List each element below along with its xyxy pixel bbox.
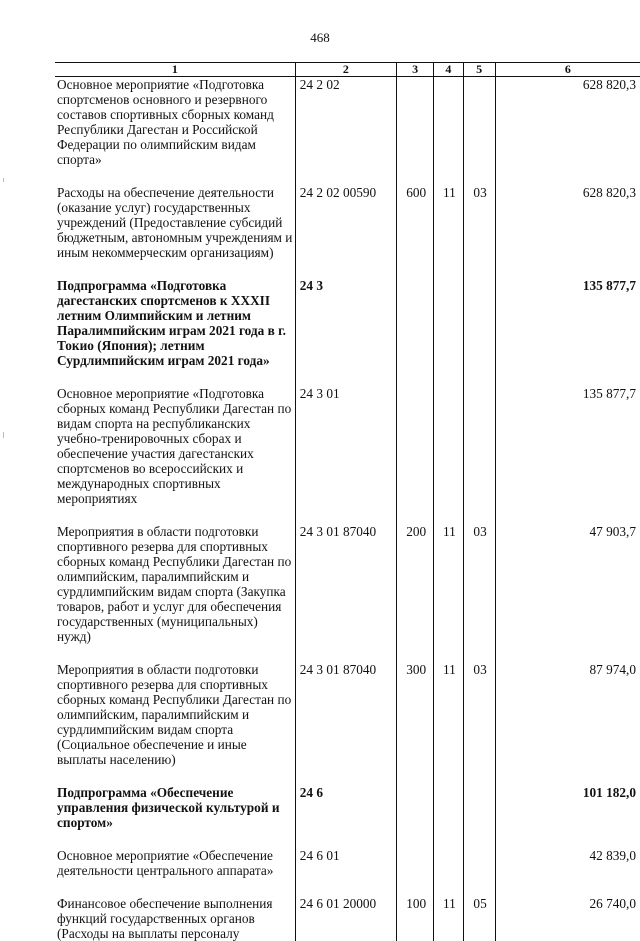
row-col-5 [463, 785, 495, 848]
row-name: Мероприятия в области подготовки спортивного резерва для спортивных сборных команд Республики Дагестан по олимпийским, паралимпийским и сурдлимпийским видам спорта (Социальное обеспечение и иные выплаты населению) [57, 662, 292, 767]
header-col-6: 6 [495, 63, 640, 77]
row-code: 24 2 02 [295, 77, 396, 186]
table-row [55, 896, 640, 941]
row-col-5 [463, 386, 495, 524]
row-col-4 [434, 785, 463, 848]
row-col-3: 300 [397, 662, 434, 785]
header-col-2: 2 [295, 63, 396, 77]
row-code: 24 3 [295, 278, 396, 386]
row-name: Подпрограмма «Обеспечение управления физической культурой и спортом» [57, 785, 280, 830]
row-col-4: 11 [434, 896, 463, 941]
margin-mark [3, 432, 4, 438]
table-row [55, 185, 640, 278]
header-col-1: 1 [55, 63, 295, 77]
row-amount: 101 182,0 [495, 785, 640, 848]
row-amount: 135 877,7 [495, 386, 640, 524]
row-code: 24 3 01 [295, 386, 396, 524]
row-amount: 87 974,0 [495, 662, 640, 785]
row-col-4: 11 [434, 524, 463, 662]
row-col-4 [434, 386, 463, 524]
row-name: Основное мероприятие «Подготовка спортсменов основного и резервного составов спортивных сборных команд Республики Дагестан и Российской Федерации по олимпийским видам спорта» [57, 77, 274, 167]
row-code: 24 6 01 20000 [295, 896, 396, 941]
row-name: Мероприятия в области подготовки спортивного резерва для спортивных сборных команд Республики Дагестан по олимпийским, паралимпийским и сурдлимпийским видам спорта (Закупка товаров, работ и услуг для обеспечения государственных (муниципальных) нужд) [57, 524, 292, 644]
header-row [55, 63, 640, 77]
row-col-4 [434, 278, 463, 386]
row-col-5 [463, 278, 495, 386]
row-col-4 [434, 77, 463, 186]
table-row [55, 278, 640, 386]
row-col-5: 03 [463, 524, 495, 662]
row-amount: 26 740,0 [495, 896, 640, 941]
row-amount: 628 820,3 [495, 185, 640, 278]
row-code: 24 3 01 87040 [295, 524, 396, 662]
row-col-3: 600 [397, 185, 434, 278]
row-amount: 47 903,7 [495, 524, 640, 662]
budget-table [55, 62, 640, 941]
header-col-5: 5 [463, 63, 495, 77]
row-amount: 135 877,7 [495, 278, 640, 386]
row-amount: 42 839,0 [495, 848, 640, 896]
table-row [55, 848, 640, 896]
row-col-3 [397, 848, 434, 896]
table-row [55, 77, 640, 186]
row-col-5 [463, 77, 495, 186]
row-col-4: 11 [434, 185, 463, 278]
row-col-3 [397, 386, 434, 524]
row-name: Подпрограмма «Подготовка дагестанских спортсменов к XXXII летним Олимпийским и летним Паралимпийским играм 2021 года в г. Токио (Япония); летним Сурдлимпийским играм 2021 года» [57, 278, 287, 368]
row-col-5 [463, 848, 495, 896]
row-col-3: 200 [397, 524, 434, 662]
page-number: 468 [310, 30, 330, 45]
header-col-4: 4 [434, 63, 463, 77]
row-name: Финансовое обеспечение выполнения функций государственных органов (Расходы на выплаты персоналу [57, 896, 273, 941]
header-col-3: 3 [397, 63, 434, 77]
row-code: 24 6 01 [295, 848, 396, 896]
row-col-3: 100 [397, 896, 434, 941]
row-col-3 [397, 785, 434, 848]
table-row [55, 524, 640, 662]
row-name: Основное мероприятие «Подготовка сборных команд Республики Дагестан по видам спорта на республиканских учебно-тренировочных сборах и обеспечение участия дагестанских спортсменов во всероссийских и международных спортивных мероприятиях [57, 386, 292, 506]
row-col-5: 05 [463, 896, 495, 941]
row-name: Расходы на обеспечение деятельности (оказание услуг) государственных учреждений (Предоставление субсидий бюджетным, автономным учреждениям и иным некоммерческим организациям) [57, 185, 293, 260]
margin-mark [3, 178, 4, 182]
table-row [55, 386, 640, 524]
table-row [55, 785, 640, 848]
row-col-5: 03 [463, 185, 495, 278]
row-name: Основное мероприятие «Обеспечение деятельности центрального аппарата» [57, 848, 274, 878]
row-code: 24 3 01 87040 [295, 662, 396, 785]
row-col-4 [434, 848, 463, 896]
row-col-3 [397, 278, 434, 386]
row-code: 24 2 02 00590 [295, 185, 396, 278]
row-col-3 [397, 77, 434, 186]
row-amount: 628 820,3 [495, 77, 640, 186]
row-code: 24 6 [295, 785, 396, 848]
row-col-5: 03 [463, 662, 495, 785]
row-col-4: 11 [434, 662, 463, 785]
table-row [55, 662, 640, 785]
